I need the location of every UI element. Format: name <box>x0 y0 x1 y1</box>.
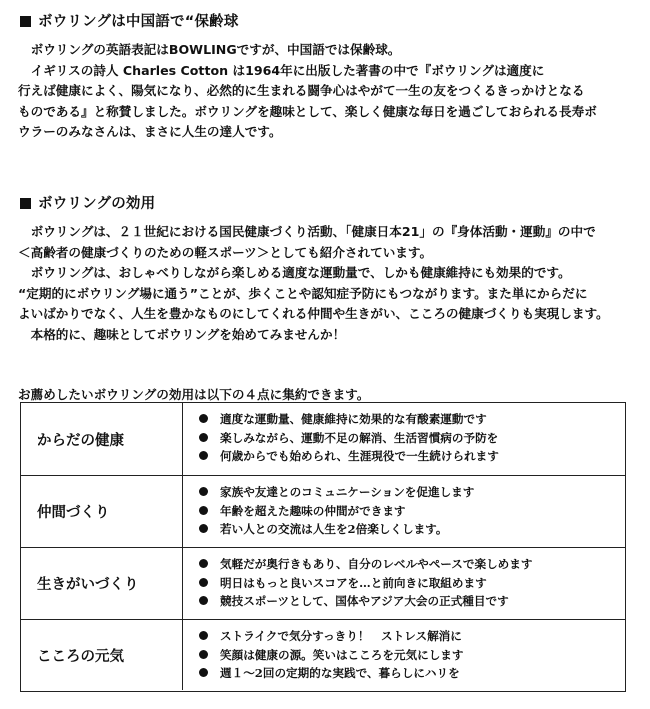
table-intro: お薦めしたいボウリングの効用は以下の４点に集約できます。 <box>18 387 370 402</box>
benefit-item <box>199 592 619 611</box>
benefit-item <box>199 429 619 448</box>
square-bullet-icon <box>20 198 31 209</box>
bullet-dot-icon <box>199 524 208 533</box>
benefit-item <box>199 410 619 429</box>
benefit-item <box>199 520 619 539</box>
benefit-item <box>199 574 619 593</box>
square-bullet-icon <box>20 16 31 27</box>
benefit-row <box>21 619 625 690</box>
section-title: ボウリングは中国語で“保齢球 <box>38 14 239 30</box>
bullet-dot-icon <box>199 650 208 659</box>
benefit-item-text: ストライクで気分すっきり！ ストレス解消に <box>220 629 462 643</box>
benefit-items <box>199 410 619 466</box>
bullet-dot-icon <box>199 631 208 640</box>
benefit-item <box>199 664 619 683</box>
benefit-item-text: 競技スポーツとして、国体やアジア大会の正式種目です <box>220 594 509 609</box>
bullet-dot-icon <box>199 596 208 605</box>
benefit-category: 仲間づくり <box>21 476 183 547</box>
benefit-item <box>199 627 619 646</box>
benefit-items <box>199 555 619 611</box>
body-line: ボウリングは、２１世紀における国民健康づくり活動、「健康日本21」の『身体活動・運動』の中で <box>18 224 596 239</box>
benefit-item-text: 何歳からでも始められ、生涯現役で一生続けられます <box>220 449 499 464</box>
benefit-item-text: 家族や友達とのコミュニケーションを促進します <box>220 485 475 499</box>
benefit-item <box>199 646 619 665</box>
benefit-item-text: 明日はもっと良いスコアを…と前向きに取組めます <box>220 575 487 590</box>
benefit-row <box>21 403 625 475</box>
benefit-category: からだの健康 <box>21 403 183 475</box>
body-line: ボウリングの英語表記はBOWLINGですが、中国語では保齢球。 <box>18 42 401 57</box>
body-line: ウラーのみなさんは、まさに人生の達人です。 <box>18 124 282 140</box>
benefit-item <box>199 555 619 574</box>
body-line: よいばかりでなく、人生を豊かなものにしてくれる仲間や生きがい、こころの健康づくりも実現します。 <box>18 306 609 322</box>
bullet-dot-icon <box>199 487 208 496</box>
bullet-dot-icon <box>199 559 208 568</box>
body-line: 行えば健康によく、陽気になり、必然的に生まれる闘争心はやがて一生の友をつくるきっかけとなる <box>18 83 585 99</box>
bullet-dot-icon <box>199 451 208 460</box>
benefit-item-text: 適度な運動量、健康維持に効果的な有酸素運動です <box>220 412 487 426</box>
body-line: イギリスの詩人 Charles Cotton は1964年に出版した著書の中で『ボウリングは適度に <box>18 62 545 78</box>
benefit-category: 生きがいづくり <box>21 548 183 619</box>
benefit-item-text: 気軽だが奥行きもあり、自分のレベルやペースで楽しめます <box>220 557 533 571</box>
benefit-item-text: 笑顔は健康の源。笑いはこころを元気にします <box>220 647 464 662</box>
bullet-dot-icon <box>199 578 208 587</box>
section-body-kouyou <box>18 222 638 346</box>
benefit-item <box>199 483 619 502</box>
benefit-item-text: 年齢を超えた趣味の仲間ができます <box>220 503 406 518</box>
body-line: ボウリングは、おしゃべりしながら楽しめる適度な運動量で、しかも健康維持にも効果的です。 <box>18 265 571 281</box>
benefit-row <box>21 547 625 619</box>
benefit-item-text: 若い人との交流は人生を2倍楽しくします。 <box>220 522 448 537</box>
benefit-item-text: 週１～2回の定期的な実践で、暮らしにハリを <box>220 666 460 681</box>
benefit-item <box>199 447 619 466</box>
section-title: ボウリングの効用 <box>38 196 156 212</box>
section-body-hoarei <box>18 40 638 143</box>
benefit-items <box>199 483 619 539</box>
bullet-dot-icon <box>199 668 208 677</box>
body-line: “定期的にボウリング場に通う”ことが、歩くことや認知症予防にもつながります。また単にからだに <box>18 285 588 301</box>
benefit-item <box>199 502 619 521</box>
benefit-category: こころの元気 <box>21 620 183 690</box>
bullet-dot-icon <box>199 433 208 442</box>
benefit-items <box>199 627 619 683</box>
benefit-row <box>21 475 625 547</box>
benefit-item-text: 楽しみながら、運動不足の解消、生活習慣病の予防を <box>220 430 499 445</box>
body-line: ものである』と称賛しました。ボウリングを趣味として、楽しく健康な毎日を過ごしておられる長寿ボ <box>18 103 597 119</box>
section-heading-hoarei <box>20 10 239 31</box>
bullet-dot-icon <box>199 414 208 423</box>
bullet-dot-icon <box>199 506 208 515</box>
section-heading-kouyou <box>20 192 155 213</box>
body-line: 本格的に、趣味としてボウリングを始めてみませんか！ <box>18 326 346 342</box>
benefits-table <box>20 402 626 692</box>
body-line: ＜高齢者の健康づくりのための軽スポーツ＞としても紹介されています。 <box>18 244 433 260</box>
